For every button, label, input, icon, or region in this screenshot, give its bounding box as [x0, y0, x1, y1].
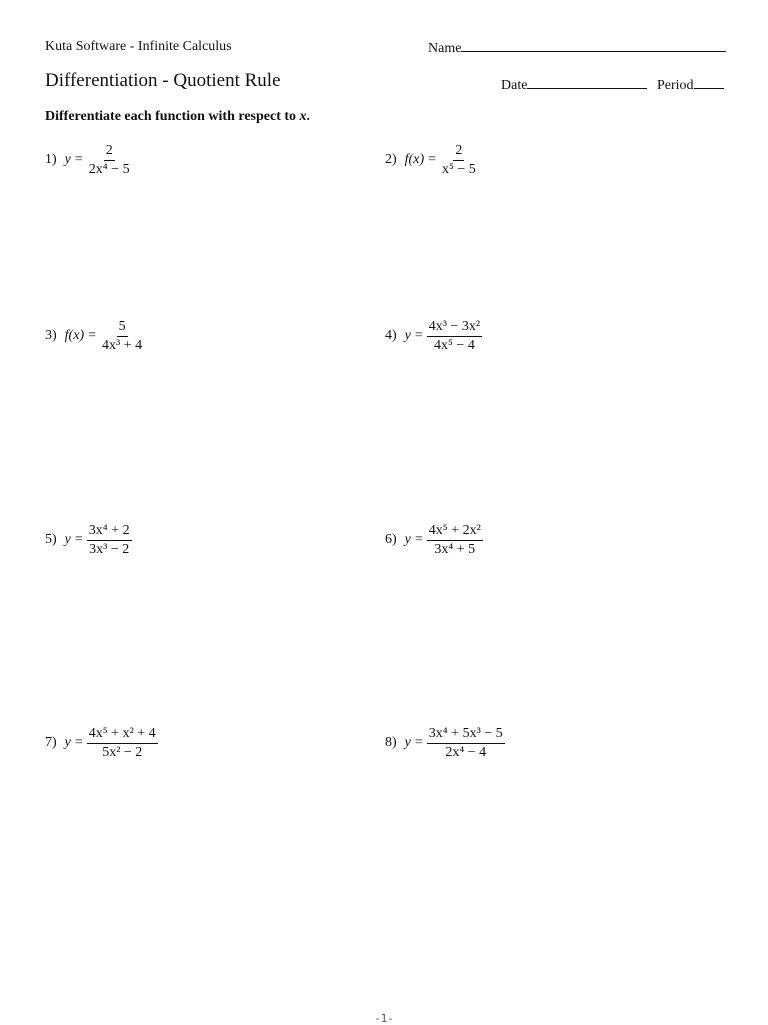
date-blank	[527, 76, 647, 89]
problem-3	[45, 314, 144, 358]
problem-number: 6)	[385, 532, 397, 547]
denominator: x⁵ − 5	[442, 161, 476, 177]
denominator: 4x⁵ − 4	[434, 337, 475, 353]
problem-7	[45, 721, 158, 765]
equals-sign: =	[428, 152, 437, 167]
instructions-end: .	[306, 109, 311, 124]
equals-sign: =	[74, 532, 83, 547]
equals-sign: =	[88, 328, 97, 343]
numerator: 4x⁵ + x² + 4	[87, 725, 158, 744]
denominator: 2x⁴ − 4	[445, 744, 487, 760]
numerator: 3x⁴ + 5x³ − 5	[427, 725, 505, 744]
denominator: 2x⁴ − 5	[88, 161, 130, 177]
page-number: -1-	[374, 1012, 394, 1025]
period-blank	[694, 76, 724, 89]
period-label: Period	[657, 78, 694, 93]
instructions-text: Differentiate each function with respect to	[45, 109, 300, 124]
numerator: 2	[104, 142, 115, 161]
function-name: y	[404, 532, 411, 547]
numerator: 4x³ − 3x²	[427, 318, 482, 337]
function-name: y	[404, 735, 411, 750]
numerator: 3x⁴ + 2	[87, 522, 132, 541]
problem-1	[45, 138, 132, 182]
problem-number: 8)	[385, 735, 397, 750]
fraction	[440, 142, 478, 179]
denominator: 5x² − 2	[102, 744, 143, 760]
function-name: y	[64, 152, 71, 167]
equals-sign: =	[74, 152, 83, 167]
equals-sign: =	[414, 532, 423, 547]
fraction	[427, 522, 483, 559]
problem-number: 7)	[45, 735, 57, 750]
date-label: Date	[501, 78, 528, 93]
name-blank	[461, 39, 726, 52]
numerator: 2	[453, 142, 464, 161]
fraction	[100, 318, 144, 355]
period-field	[657, 76, 724, 94]
denominator: 4x³ + 4	[102, 337, 143, 353]
function-name: y	[64, 532, 71, 547]
numerator: 4x⁵ + 2x²	[427, 522, 483, 541]
function-name: f(x)	[404, 152, 425, 167]
date-field	[501, 76, 647, 94]
equals-sign: =	[414, 328, 423, 343]
fraction	[427, 318, 482, 355]
problem-6	[385, 518, 483, 562]
equals-sign: =	[74, 735, 83, 750]
function-name: y	[404, 328, 411, 343]
name-label: Name	[428, 41, 462, 56]
denominator: 3x⁴ + 5	[434, 541, 476, 557]
instructions-variable: x	[299, 109, 307, 124]
problem-number: 4)	[385, 328, 397, 343]
problem-number: 3)	[45, 328, 57, 343]
numerator: 5	[117, 318, 128, 337]
problem-2	[385, 138, 478, 182]
equals-sign: =	[414, 735, 423, 750]
publisher-line: Kuta Software - Infinite Calculus	[45, 39, 232, 54]
problem-number: 1)	[45, 152, 57, 167]
problem-4	[385, 314, 482, 358]
function-name: y	[64, 735, 71, 750]
instructions	[45, 109, 310, 125]
function-name: f(x)	[64, 328, 85, 343]
name-field	[428, 39, 726, 57]
worksheet-title: Differentiation - Quotient Rule	[45, 70, 281, 91]
problem-8	[385, 721, 505, 765]
problem-number: 5)	[45, 532, 57, 547]
problem-number: 2)	[385, 152, 397, 167]
problem-5	[45, 518, 132, 562]
fraction	[427, 725, 505, 762]
denominator: 3x³ − 2	[89, 541, 130, 557]
fraction	[87, 142, 132, 179]
fraction	[87, 725, 158, 762]
fraction	[87, 522, 132, 559]
